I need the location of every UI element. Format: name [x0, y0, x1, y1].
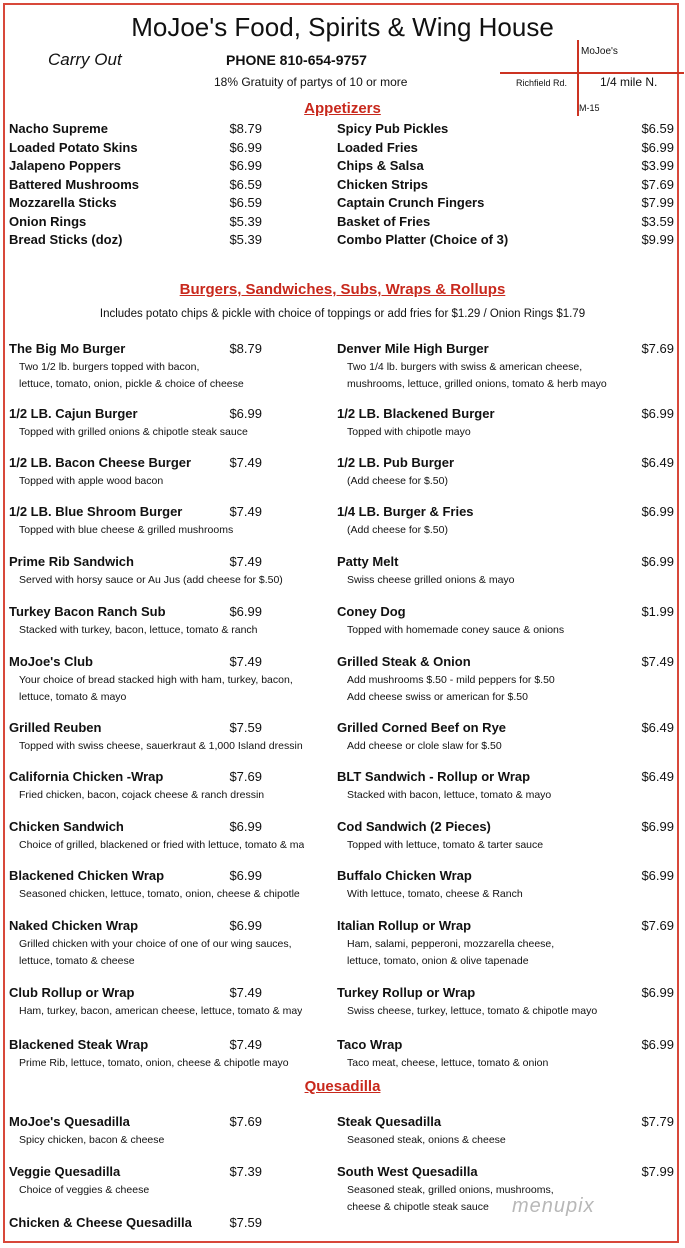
burgers-item-name: BLT Sandwich - Rollup or Wrap: [337, 769, 531, 784]
map-road-label: Richfield Rd.: [516, 78, 568, 88]
burgers-item-name: 1/2 LB. Cajun Burger: [9, 406, 138, 421]
burgers-item-price: $7.69: [641, 341, 674, 356]
appetizer-price: $6.99: [229, 139, 262, 155]
burgers-item-description: lettuce, tomato & cheese: [19, 954, 135, 967]
appetizer-price: $3.99: [641, 158, 674, 173]
appetizer-name: Chips & Salsa: [337, 158, 424, 173]
burgers-item-name: Grilled Steak & Onion: [337, 654, 471, 669]
burgers-item-name: Turkey Rollup or Wrap: [337, 985, 476, 1000]
burgers-item-description: lettuce, tomato, onion & olive tapenade: [347, 954, 529, 967]
burgers-item-name: Patty Melt: [337, 554, 399, 569]
burgers-item-description: Grilled chicken with your choice of one of our wing sauces,: [19, 938, 292, 950]
burgers-item-description: Seasoned chicken, lettuce, tomato, onion, cheese & chipotle: [19, 888, 300, 900]
burgers-item-name: Denver Mile High Burger: [337, 341, 489, 356]
burgers-item-name: Blackened Chicken Wrap: [9, 868, 165, 883]
appetizer-name: Loaded Fries: [337, 139, 418, 155]
burgers-item-description: Topped with lettuce, tomato & tarter sauce: [347, 839, 544, 851]
section-heading-burgers: Burgers, Sandwiches, Subs, Wraps & Rollups: [179, 281, 506, 298]
burgers-item-name: 1/2 LB. Blue Shroom Burger: [9, 504, 183, 519]
burgers-item-price: $6.99: [229, 406, 262, 421]
appetizer-name: Spicy Pub Pickles: [337, 121, 449, 136]
map-horizontal-road: [500, 72, 684, 74]
burgers-item-description: Two 1/2 lb. burgers topped with bacon,: [19, 361, 200, 373]
burgers-item-name: 1/2 LB. Pub Burger: [337, 455, 455, 470]
burgers-item-description: Topped with swiss cheese, sauerkraut & 1,000 Island dressin: [19, 740, 303, 752]
burgers-item-description: Stacked with turkey, bacon, lettuce, tomato & ranch: [19, 624, 258, 636]
burgers-item-price: $6.99: [641, 504, 674, 519]
burgers-item-price: $1.99: [641, 604, 674, 619]
burgers-item-price: $7.59: [229, 720, 262, 735]
burgers-item-price: $6.49: [641, 455, 674, 470]
burgers-item-description: Topped with grilled onions & chipotle steak sauce: [19, 426, 248, 438]
section-heading-quesadilla: Quesadilla: [304, 1078, 381, 1095]
quesadilla-item-description: Seasoned steak, grilled onions, mushrooms,: [347, 1184, 554, 1196]
burgers-item-name: The Big Mo Burger: [9, 341, 126, 356]
burgers-item-description: Topped with apple wood bacon: [19, 475, 164, 487]
burgers-item-name: MoJoe's Club: [9, 654, 93, 669]
section-heading-appetizers: Appetizers: [304, 100, 381, 117]
appetizer-price: $5.39: [229, 213, 262, 229]
burgers-item-description: Prime Rib, lettuce, tomato, onion, cheese & chipotle mayo: [19, 1057, 289, 1069]
burgers-item-name: Grilled Reuben: [9, 720, 102, 735]
burgers-item-description: Ham, salami, pepperoni, mozzarella cheese,: [347, 938, 555, 950]
burgers-item-price: $6.99: [229, 819, 262, 834]
appetizer-price: $6.99: [229, 158, 262, 173]
appetizer-price: $6.99: [641, 139, 674, 155]
map-distance-label: 1/4 mile N.: [600, 75, 658, 89]
quesadilla-item-description: cheese & chipotle steak sauce: [347, 1200, 489, 1213]
burgers-item-description: lettuce, tomato, onion, pickle & choice of cheese: [19, 377, 244, 390]
burgers-item-name: Grilled Corned Beef on Rye: [337, 720, 507, 735]
burgers-item-name: Naked Chicken Wrap: [9, 918, 139, 933]
burgers-item-description: (Add cheese for $.50): [347, 524, 448, 536]
appetizer-name: Nacho Supreme: [9, 121, 108, 136]
burgers-subheading: Includes potato chips & pickle with choice of toppings or add fries for $1.29 / Onion Rings $1.79: [99, 308, 586, 320]
burgers-item-name: Cod Sandwich (2 Pieces): [337, 819, 491, 834]
burgers-item-description: Ham, turkey, bacon, american cheese, lettuce, tomato & may: [19, 1005, 303, 1017]
appetizer-name: Bread Sticks (doz): [9, 232, 123, 247]
burgers-item-description: lettuce, tomato & mayo: [19, 690, 127, 703]
appetizer-price: $5.39: [229, 232, 262, 247]
appetizer-price: $7.99: [641, 195, 674, 210]
appetizer-name: Basket of Fries: [337, 213, 431, 229]
gratuity-note: 18% Gratuity of partys of 10 or more: [214, 75, 408, 89]
quesadilla-item-name: Chicken & Cheese Quesadilla: [9, 1215, 192, 1230]
restaurant-title: MoJoe's Food, Spirits & Wing House: [131, 12, 554, 42]
burgers-item-description: Swiss cheese, turkey, lettuce, tomato & chipotle mayo: [347, 1005, 598, 1017]
map-highway-label: M-15: [579, 103, 600, 113]
quesadilla-item-name: Veggie Quesadilla: [9, 1164, 121, 1179]
burgers-item-name: Turkey Bacon Ranch Sub: [9, 604, 166, 619]
quesadilla-item-price: $7.79: [641, 1114, 674, 1129]
burgers-item-price: $7.49: [229, 1037, 262, 1052]
quesadilla-item-price: $7.69: [229, 1114, 262, 1129]
burgers-item-description: Choice of grilled, blackened or fried with lettuce, tomato & ma: [19, 839, 305, 851]
burgers-item-price: $6.49: [641, 720, 674, 735]
quesadilla-item-price: $7.59: [229, 1215, 262, 1230]
burgers-item-name: Italian Rollup or Wrap: [337, 918, 472, 933]
burgers-item-price: $6.99: [641, 554, 674, 569]
burgers-item-description: Add cheese or clole slaw for $.50: [347, 740, 502, 752]
burgers-item-price: $8.79: [229, 341, 262, 356]
burgers-item-name: 1/4 LB. Burger & Fries: [337, 504, 474, 519]
quesadilla-item-description: Seasoned steak, onions & cheese: [347, 1134, 506, 1146]
appetizer-price: $3.59: [641, 213, 674, 229]
burgers-item-name: Prime Rib Sandwich: [9, 554, 134, 569]
burgers-item-price: $7.49: [641, 654, 674, 669]
burgers-item-price: $6.99: [641, 406, 674, 421]
appetizer-price: $7.69: [641, 176, 674, 192]
appetizer-name: Chicken Strips: [337, 176, 429, 192]
burgers-item-name: Taco Wrap: [337, 1037, 403, 1052]
burgers-item-description: Served with horsy sauce or Au Jus (add cheese for $.50): [19, 574, 283, 586]
carry-out-label: Carry Out: [48, 50, 122, 69]
burgers-item-price: $6.99: [229, 604, 262, 619]
burgers-item-price: $6.99: [641, 819, 674, 834]
burgers-item-name: 1/2 LB. Bacon Cheese Burger: [9, 455, 192, 470]
burgers-item-price: $7.49: [229, 654, 262, 669]
burgers-item-price: $6.99: [229, 918, 262, 933]
appetizer-price: $8.79: [229, 121, 262, 136]
burgers-item-price: $7.49: [229, 985, 262, 1000]
burgers-item-description: Your choice of bread stacked high with ham, turkey, bacon,: [19, 674, 293, 686]
quesadilla-item-price: $7.99: [641, 1164, 674, 1179]
burgers-item-description: Add cheese swiss or american for $.50: [347, 690, 528, 703]
burgers-item-price: $7.49: [229, 455, 262, 470]
burgers-item-description: mushrooms, lettuce, grilled onions, tomato & herb mayo: [347, 377, 607, 390]
appetizer-name: Mozzarella Sticks: [9, 195, 117, 210]
appetizer-price: $6.59: [229, 176, 262, 192]
burgers-item-name: California Chicken -Wrap: [9, 769, 164, 784]
appetizer-price: $9.99: [641, 232, 674, 247]
burgers-item-description: Swiss cheese grilled onions & mayo: [347, 574, 515, 586]
appetizer-price: $6.59: [641, 121, 674, 136]
phone-number: PHONE 810-654-9757: [226, 52, 367, 68]
burgers-item-price: $7.69: [641, 918, 674, 933]
quesadilla-item-description: Choice of veggies & cheese: [19, 1184, 150, 1196]
burgers-item-name: 1/2 LB. Blackened Burger: [337, 406, 495, 421]
burgers-item-description: Topped with chipotle mayo: [347, 426, 471, 438]
burgers-item-price: $6.99: [641, 868, 674, 883]
burgers-item-price: $6.99: [229, 868, 262, 883]
burgers-item-description: With lettuce, tomato, cheese & Ranch: [347, 888, 523, 900]
quesadilla-item-name: South West Quesadilla: [337, 1164, 478, 1179]
burgers-item-name: Club Rollup or Wrap: [9, 985, 135, 1000]
burgers-item-description: Taco meat, cheese, lettuce, tomato & onion: [347, 1057, 549, 1069]
burgers-item-price: $6.49: [641, 769, 674, 784]
burgers-item-price: $6.99: [641, 1037, 674, 1052]
appetizer-name: Jalapeno Poppers: [9, 158, 121, 173]
burgers-item-description: Add mushrooms $.50 - mild peppers for $.50: [347, 674, 555, 686]
watermark: menupix: [512, 1195, 595, 1217]
burgers-item-description: Topped with blue cheese & grilled mushrooms: [19, 524, 234, 536]
burgers-item-price: $6.99: [641, 985, 674, 1000]
appetizer-name: Combo Platter (Choice of 3): [337, 232, 509, 247]
quesadilla-item-name: MoJoe's Quesadilla: [9, 1114, 130, 1129]
appetizer-name: Onion Rings: [9, 213, 87, 229]
burgers-item-price: $7.49: [229, 554, 262, 569]
burgers-item-name: Chicken Sandwich: [9, 819, 124, 834]
map-place-label: MoJoe's: [581, 46, 618, 57]
burgers-item-price: $7.69: [229, 769, 262, 784]
burgers-item-description: Topped with homemade coney sauce & onions: [347, 624, 565, 636]
appetizer-price: $6.59: [229, 195, 262, 210]
burgers-item-description: Two 1/4 lb. burgers with swiss & american cheese,: [347, 361, 583, 373]
quesadilla-item-price: $7.39: [229, 1164, 262, 1179]
burgers-item-description: (Add cheese for $.50): [347, 475, 448, 487]
quesadilla-item-name: Steak Quesadilla: [337, 1114, 442, 1129]
appetizer-name: Captain Crunch Fingers: [337, 195, 485, 210]
quesadilla-item-description: Spicy chicken, bacon & cheese: [19, 1134, 165, 1146]
burgers-item-name: Buffalo Chicken Wrap: [337, 868, 472, 883]
appetizer-name: Loaded Potato Skins: [9, 139, 138, 155]
burgers-item-description: Fried chicken, bacon, cojack cheese & ranch dressin: [19, 789, 265, 801]
burgers-item-name: Blackened Steak Wrap: [9, 1037, 149, 1052]
appetizer-name: Battered Mushrooms: [9, 176, 140, 192]
burgers-item-description: Stacked with bacon, lettuce, tomato & mayo: [347, 789, 552, 801]
burgers-item-name: Coney Dog: [337, 604, 406, 619]
burgers-item-price: $7.49: [229, 504, 262, 519]
